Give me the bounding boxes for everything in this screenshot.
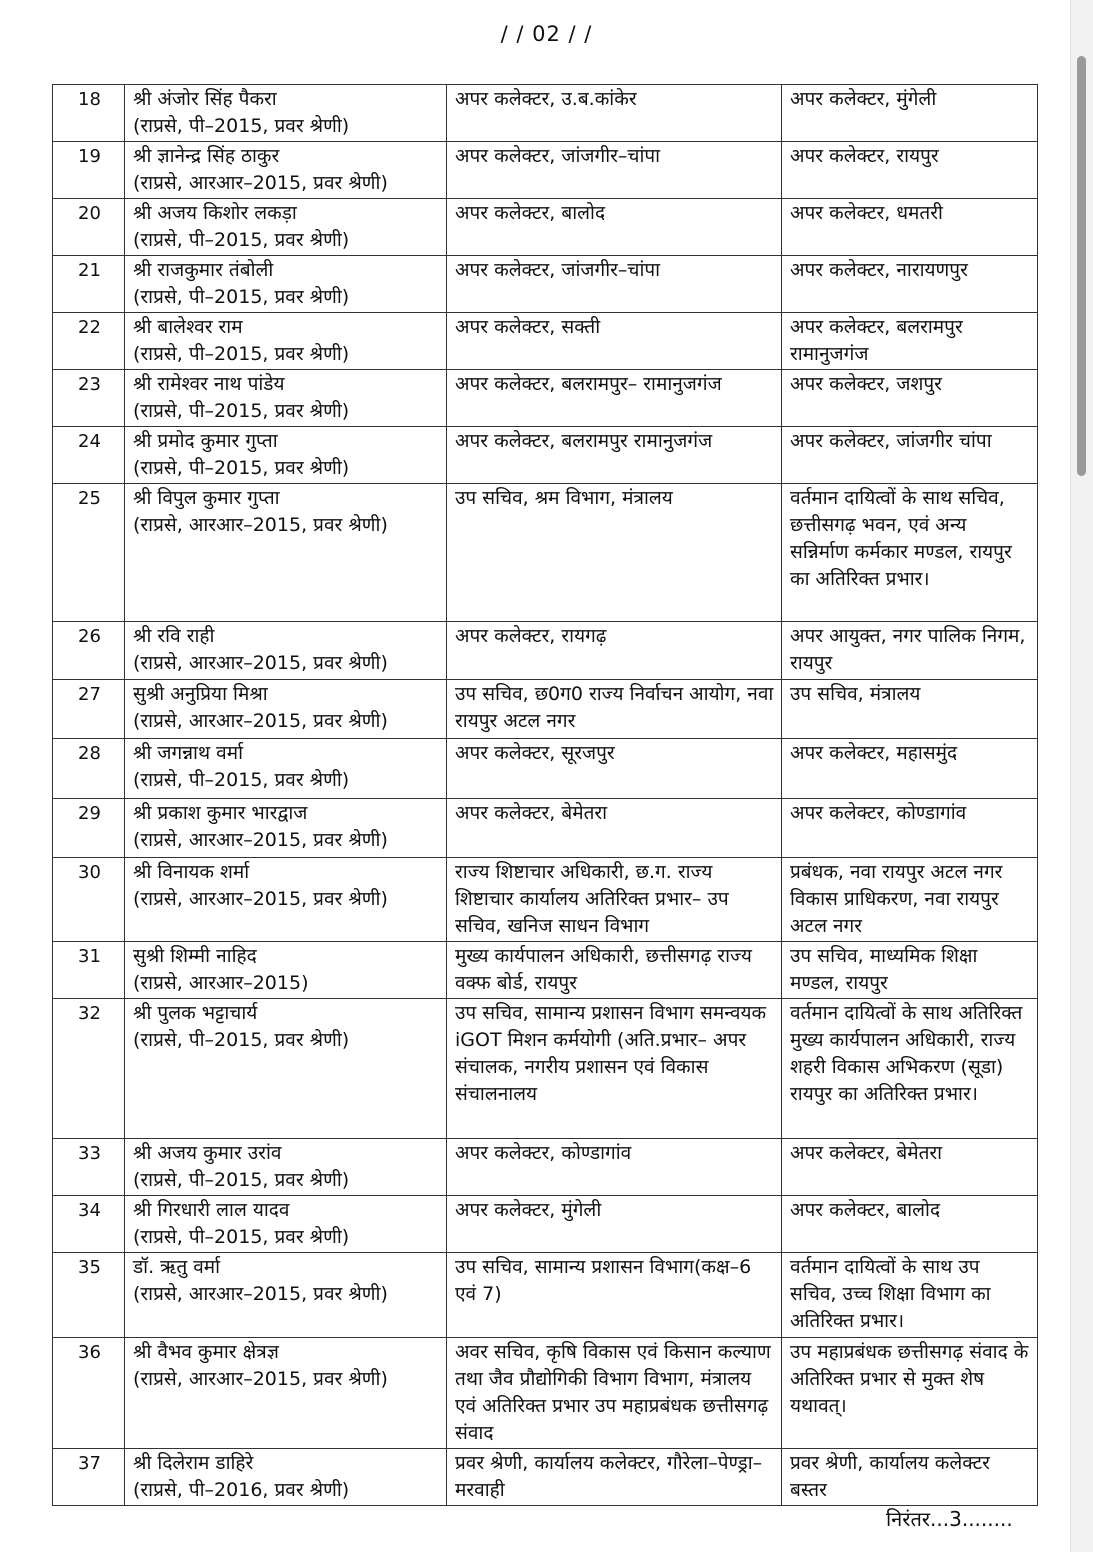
table-row: [53, 622, 1038, 680]
officer-cell: [125, 680, 447, 739]
officer-name: श्री ज्ञानेन्द्र सिंह ठाकुर: [133, 145, 280, 167]
current-posting: अपर कलेक्टर, जांजगीर–चांपा: [447, 256, 782, 313]
officer-name: श्री अजय कुमार उरांव: [133, 1142, 282, 1164]
officer-cell: [125, 484, 447, 622]
new-posting: वर्तमान दायित्वों के साथ सचिव, छत्तीसगढ़ भवन, एवं अन्य सन्निर्माण कर्मकार मण्डल, रायपुर का अतिरिक्त प्रभार।: [782, 484, 1038, 622]
officer-name: श्री जगन्नाथ वर्मा: [133, 742, 243, 764]
officer-cell: [125, 942, 447, 999]
officer-service-grade: (राप्रसे, आरआर–2015, प्रवर श्रेणी): [133, 172, 388, 194]
officer-cell: [125, 739, 447, 799]
new-posting: वर्तमान दायित्वों के साथ उप सचिव, उच्च शिक्षा विभाग का अतिरिक्त प्रभार।: [782, 1253, 1038, 1338]
new-posting: प्रवर श्रेणी, कार्यालय कलेक्टर बस्तर: [782, 1449, 1038, 1506]
new-posting: अपर कलेक्टर, मुंगेली: [782, 85, 1038, 142]
current-posting: अपर कलेक्टर, रायगढ़: [447, 622, 782, 680]
current-posting: अपर कलेक्टर, कोण्डागांव: [447, 1139, 782, 1196]
serial-number: 19: [53, 142, 125, 199]
serial-number: 30: [53, 858, 125, 942]
officer-service-grade: (राप्रसे, पी–2015, प्रवर श्रेणी): [133, 457, 350, 479]
new-posting: अपर कलेक्टर, कोण्डागांव: [782, 799, 1038, 858]
table-row: [53, 739, 1038, 799]
officer-cell: [125, 199, 447, 256]
table-row: [53, 1338, 1038, 1449]
table-row: [53, 142, 1038, 199]
serial-number: 29: [53, 799, 125, 858]
table-row: [53, 427, 1038, 484]
new-posting: उप सचिव, मंत्रालय: [782, 680, 1038, 739]
table-row: [53, 1139, 1038, 1196]
new-posting: अपर कलेक्टर, जशपुर: [782, 370, 1038, 427]
vertical-scrollbar[interactable]: [1070, 0, 1093, 1552]
table-row: [53, 1449, 1038, 1506]
serial-number: 24: [53, 427, 125, 484]
serial-number: 27: [53, 680, 125, 739]
current-posting: प्रवर श्रेणी, कार्यालय कलेक्टर, गौरेला–पेण्ड्रा–मरवाही: [447, 1449, 782, 1506]
posting-table-body: [53, 85, 1038, 1506]
officer-name: श्री वैभव कुमार क्षेत्रज्ञ: [133, 1341, 279, 1363]
officer-service-grade: (राप्रसे, आरआर–2015, प्रवर श्रेणी): [133, 652, 388, 674]
officer-cell: [125, 858, 447, 942]
officer-name: श्री राजकुमार तंबोली: [133, 259, 274, 281]
current-posting: अपर कलेक्टर, सूरजपुर: [447, 739, 782, 799]
current-posting: उप सचिव, श्रम विभाग, मंत्रालय: [447, 484, 782, 622]
current-posting: अपर कलेक्टर, सक्ती: [447, 313, 782, 370]
officer-name: श्री दिलेराम डाहिरे: [133, 1452, 254, 1474]
new-posting: अपर कलेक्टर, महासमुंद: [782, 739, 1038, 799]
officer-name: श्री बालेश्वर राम: [133, 316, 243, 338]
serial-number: 36: [53, 1338, 125, 1449]
continued-note: निरंतर...3........: [886, 1507, 1013, 1531]
officer-service-grade: (राप्रसे, पी–2015, प्रवर श्रेणी): [133, 769, 350, 791]
officer-name: श्री विनायक शर्मा: [133, 861, 250, 883]
officer-cell: [125, 1253, 447, 1338]
officer-cell: [125, 1139, 447, 1196]
officer-name: श्री प्रकाश कुमार भारद्वाज: [133, 802, 308, 824]
officer-service-grade: (राप्रसे, पी–2015, प्रवर श्रेणी): [133, 1169, 350, 1191]
officer-service-grade: (राप्रसे, आरआर–2015, प्रवर श्रेणी): [133, 829, 388, 851]
serial-number: 22: [53, 313, 125, 370]
table-row: [53, 1196, 1038, 1253]
serial-number: 32: [53, 999, 125, 1139]
current-posting: अपर कलेक्टर, बेमेतरा: [447, 799, 782, 858]
current-posting: मुख्य कार्यपालन अधिकारी, छत्तीसगढ़ राज्य वक्फ बोर्ड, रायपुर: [447, 942, 782, 999]
officer-cell: [125, 85, 447, 142]
officer-cell: [125, 1196, 447, 1253]
officer-name: श्री पुलक भट्टाचार्य: [133, 1002, 258, 1024]
current-posting: अपर कलेक्टर, जांजगीर–चांपा: [447, 142, 782, 199]
new-posting: अपर कलेक्टर, बेमेतरा: [782, 1139, 1038, 1196]
officer-cell: [125, 142, 447, 199]
new-posting: उप महाप्रबंधक छत्तीसगढ़ संवाद के अतिरिक्त प्रभार से मुक्त शेष यथावत्।: [782, 1338, 1038, 1449]
serial-number: 28: [53, 739, 125, 799]
table-row: [53, 484, 1038, 622]
officer-service-grade: (राप्रसे, पी–2015, प्रवर श्रेणी): [133, 400, 350, 422]
scrollbar-thumb[interactable]: [1077, 56, 1086, 476]
new-posting: प्रबंधक, नवा रायपुर अटल नगर विकास प्राधिकरण, नवा रायपुर अटल नगर: [782, 858, 1038, 942]
serial-number: 23: [53, 370, 125, 427]
current-posting: उप सचिव, छ0ग0 राज्य निर्वाचन आयोग, नवा रायपुर अटल नगर: [447, 680, 782, 739]
current-posting: अपर कलेक्टर, बलरामपुर रामानुजगंज: [447, 427, 782, 484]
current-posting: अपर कलेक्टर, उ.ब.कांकेर: [447, 85, 782, 142]
officer-service-grade: (राप्रसे, पी–2015, प्रवर श्रेणी): [133, 286, 350, 308]
officer-service-grade: (राप्रसे, पी–2015, प्रवर श्रेणी): [133, 1226, 350, 1248]
officer-service-grade: (राप्रसे, पी–2015, प्रवर श्रेणी): [133, 229, 350, 251]
table-row: [53, 313, 1038, 370]
officer-name: श्री प्रमोद कुमार गुप्ता: [133, 430, 278, 452]
officer-service-grade: (राप्रसे, आरआर–2015): [133, 972, 309, 994]
officer-name: श्री अजय किशोर लकड़ा: [133, 202, 297, 224]
new-posting: अपर कलेक्टर, रायपुर: [782, 142, 1038, 199]
serial-number: 20: [53, 199, 125, 256]
table-row: [53, 1253, 1038, 1338]
table-row: [53, 680, 1038, 739]
current-posting: राज्य शिष्टाचार अधिकारी, छ.ग. राज्य शिष्टाचार कार्यालय अतिरिक्त प्रभार– उप सचिव, खनिज साधन विभाग: [447, 858, 782, 942]
new-posting: अपर कलेक्टर, बलरामपुर रामानुजगंज: [782, 313, 1038, 370]
officer-name: श्री गिरधारी लाल यादव: [133, 1199, 290, 1221]
current-posting: अपर कलेक्टर, मुंगेली: [447, 1196, 782, 1253]
table-row: [53, 256, 1038, 313]
table-row: [53, 370, 1038, 427]
serial-number: 26: [53, 622, 125, 680]
current-posting: उप सचिव, सामान्य प्रशासन विभाग(कक्ष–6 एवं 7): [447, 1253, 782, 1338]
new-posting: अपर कलेक्टर, जांजगीर चांपा: [782, 427, 1038, 484]
serial-number: 25: [53, 484, 125, 622]
posting-table: [52, 84, 1038, 1506]
page-number: / / 02 / /: [500, 22, 593, 46]
new-posting: उप सचिव, माध्यमिक शिक्षा मण्डल, रायपुर: [782, 942, 1038, 999]
serial-number: 21: [53, 256, 125, 313]
table-row: [53, 199, 1038, 256]
serial-number: 35: [53, 1253, 125, 1338]
officer-name: सुश्री अनुप्रिया मिश्रा: [133, 683, 268, 705]
officer-name: सुश्री शिम्मी नाहिद: [133, 945, 257, 967]
serial-number: 33: [53, 1139, 125, 1196]
officer-cell: [125, 427, 447, 484]
serial-number: 31: [53, 942, 125, 999]
officer-service-grade: (राप्रसे, आरआर–2015, प्रवर श्रेणी): [133, 1283, 388, 1305]
officer-cell: [125, 622, 447, 680]
officer-service-grade: (राप्रसे, पी–2015, प्रवर श्रेणी): [133, 1029, 350, 1051]
table-row: [53, 999, 1038, 1139]
current-posting: अवर सचिव, कृषि विकास एवं किसान कल्याण तथा जैव प्रौद्योगिकी विभाग विभाग, मंत्रालय एवं अतिरिक्त प्रभार उप महाप्रबंधक छत्तीसगढ़ संवाद: [447, 1338, 782, 1449]
new-posting: अपर कलेक्टर, धमतरी: [782, 199, 1038, 256]
table-row: [53, 85, 1038, 142]
officer-cell: [125, 1338, 447, 1449]
new-posting: अपर कलेक्टर, बालोद: [782, 1196, 1038, 1253]
serial-number: 37: [53, 1449, 125, 1506]
officer-cell: [125, 370, 447, 427]
officer-service-grade: (राप्रसे, आरआर–2015, प्रवर श्रेणी): [133, 1368, 388, 1390]
officer-service-grade: (राप्रसे, पी–2016, प्रवर श्रेणी): [133, 1479, 350, 1501]
new-posting: अपर आयुक्त, नगर पालिक निगम, रायपुर: [782, 622, 1038, 680]
officer-cell: [125, 1449, 447, 1506]
officer-service-grade: (राप्रसे, आरआर–2015, प्रवर श्रेणी): [133, 514, 388, 536]
officer-name: श्री रामेश्वर नाथ पांडेय: [133, 373, 285, 395]
officer-service-grade: (राप्रसे, आरआर–2015, प्रवर श्रेणी): [133, 888, 388, 910]
new-posting: वर्तमान दायित्वों के साथ अतिरिक्त मुख्य कार्यपालन अधिकारी, राज्य शहरी विकास अभिकरण (सूडा) रायपुर का अतिरिक्त प्रभार।: [782, 999, 1038, 1139]
current-posting: अपर कलेक्टर, बालोद: [447, 199, 782, 256]
table-row: [53, 942, 1038, 999]
officer-cell: [125, 799, 447, 858]
table-row: [53, 858, 1038, 942]
officer-service-grade: (राप्रसे, पी–2015, प्रवर श्रेणी): [133, 115, 350, 137]
officer-cell: [125, 999, 447, 1139]
officer-service-grade: (राप्रसे, आरआर–2015, प्रवर श्रेणी): [133, 710, 388, 732]
officer-name: डॉ. ऋतु वर्मा: [133, 1256, 221, 1278]
officer-cell: [125, 313, 447, 370]
officer-name: श्री रवि राही: [133, 625, 215, 647]
serial-number: 18: [53, 85, 125, 142]
serial-number: 34: [53, 1196, 125, 1253]
table-row: [53, 799, 1038, 858]
current-posting: उप सचिव, सामान्य प्रशासन विभाग समन्वयक iGOT मिशन कर्मयोगी (अति.प्रभार– अपर संचालक, नगरीय प्रशासन एवं विकास संचालनालय: [447, 999, 782, 1139]
officer-cell: [125, 256, 447, 313]
officer-service-grade: (राप्रसे, पी–2015, प्रवर श्रेणी): [133, 343, 350, 365]
officer-name: श्री अंजोर सिंह पैकरा: [133, 88, 277, 110]
new-posting: अपर कलेक्टर, नारायणपुर: [782, 256, 1038, 313]
current-posting: अपर कलेक्टर, बलरामपुर– रामानुजगंज: [447, 370, 782, 427]
officer-name: श्री विपुल कुमार गुप्ता: [133, 487, 280, 509]
